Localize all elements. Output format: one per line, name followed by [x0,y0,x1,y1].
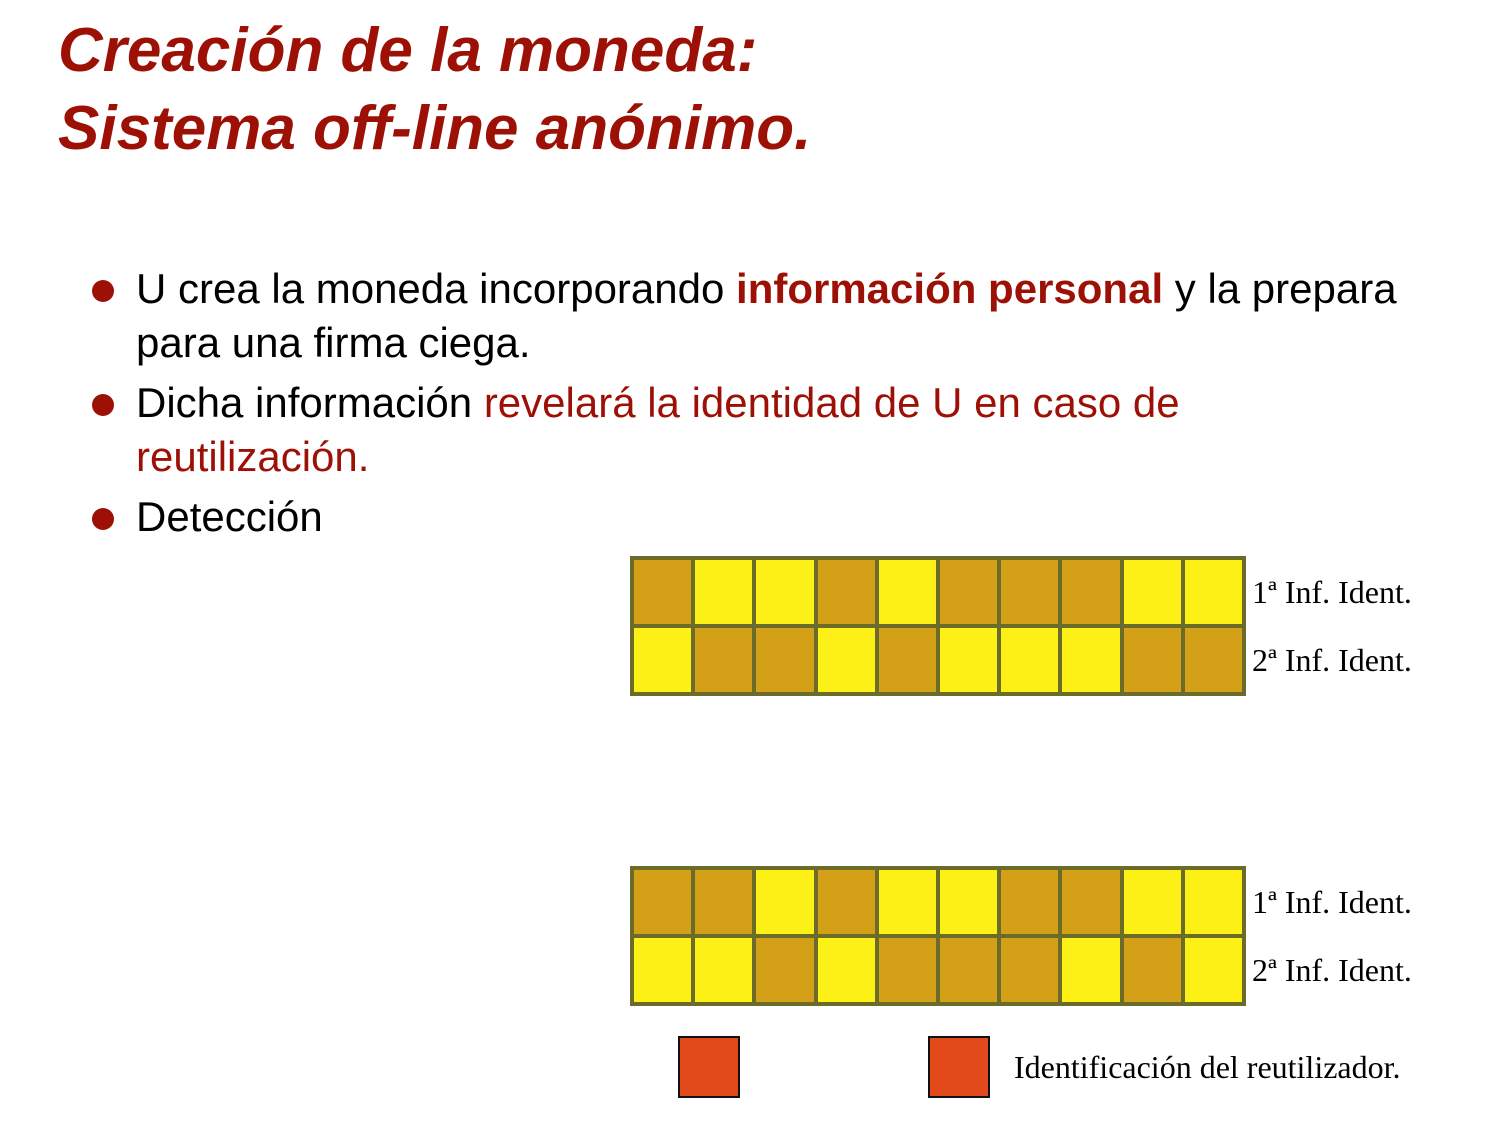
grid-cell-dark [754,936,815,1004]
grid-cell-light [1183,936,1244,1004]
bullet-segment-emphasis: revelará la identidad de U en caso de reutilización. [136,379,1180,480]
first-coin-grid-cells [630,556,1246,696]
grid-cell-dark [693,868,754,936]
legend-swatch-1 [678,1036,740,1098]
grid-cell-light [1183,868,1244,936]
list-item [92,490,1412,544]
grid-cell-light [1060,936,1121,1004]
legend-label: Identificación del reutilizador. [1014,1048,1401,1085]
second-coin-row1-label: 1ª Inf. Ident. [1252,884,1412,920]
grid-cell-light [693,558,754,626]
grid-cell-dark [754,626,815,694]
bullet-segment: Dicha información [136,379,484,426]
first-coin-row2-label: 2ª Inf. Ident. [1252,642,1412,678]
grid-cell-light [1183,558,1244,626]
bullet-segment: U crea la moneda incorporando [136,265,737,312]
grid-cell-dark [1122,936,1183,1004]
bullet-text-1 [136,262,1412,370]
grid-cell-light [632,626,693,694]
bullet-text-2 [136,376,1412,484]
grid-cell-dark [693,626,754,694]
grid-row [632,626,1244,694]
grid-cell-light [693,936,754,1004]
title-line-1: Creación de la moneda: [58,16,758,85]
grid-cell-dark [999,868,1060,936]
first-coin-row1-label: 1ª Inf. Ident. [1252,574,1412,610]
grid-cell-dark [999,936,1060,1004]
grid-cell-light [754,558,815,626]
grid-cell-light [1122,868,1183,936]
grid-cell-dark [938,936,999,1004]
grid-cell-dark [938,558,999,626]
second-coin-row2-label: 2ª Inf. Ident. [1252,952,1412,988]
legend-swatch-2 [928,1036,990,1098]
bullet-dot-icon [92,280,114,302]
grid-cell-light [938,868,999,936]
grid-cell-light [938,626,999,694]
grid-cell-dark [1183,626,1244,694]
bullet-text-3 [136,490,323,544]
grid-cell-dark [632,868,693,936]
grid-cell-light [1122,558,1183,626]
second-coin-grid [630,866,1412,1006]
second-coin-grid-cells [630,866,1246,1006]
grid-cell-light [816,626,877,694]
grid-cell-light [1060,626,1121,694]
bullet-segment: y la prepara para una firma ciega. [136,265,1397,366]
grid-cell-dark [1060,558,1121,626]
grid-row [632,936,1244,1004]
grid-cell-dark [999,558,1060,626]
grid-cell-light [754,868,815,936]
grid-cell-light [632,936,693,1004]
legend [678,1036,1401,1098]
bullet-dot-icon [92,394,114,416]
grid-cell-dark [1060,868,1121,936]
list-item [92,376,1412,484]
grid-cell-dark [877,626,938,694]
list-item [92,262,1412,370]
grid-cell-light [877,868,938,936]
first-coin-grid [630,556,1412,696]
grid-cell-light [877,558,938,626]
bullet-segment-emphasis: información personal [736,265,1164,312]
bullet-list [92,262,1412,550]
grid-cell-dark [816,558,877,626]
bullet-dot-icon [92,508,114,530]
title-line-2: Sistema off-line anónimo. [58,94,812,163]
grid-cell-dark [816,868,877,936]
bullet-segment: Detección [136,493,323,540]
grid-cell-dark [1122,626,1183,694]
grid-row [632,558,1244,626]
grid-cell-dark [877,936,938,1004]
grid-cell-dark [632,558,693,626]
slide-title [58,12,1458,168]
grid-cell-light [999,626,1060,694]
grid-cell-light [816,936,877,1004]
grid-row [632,868,1244,936]
